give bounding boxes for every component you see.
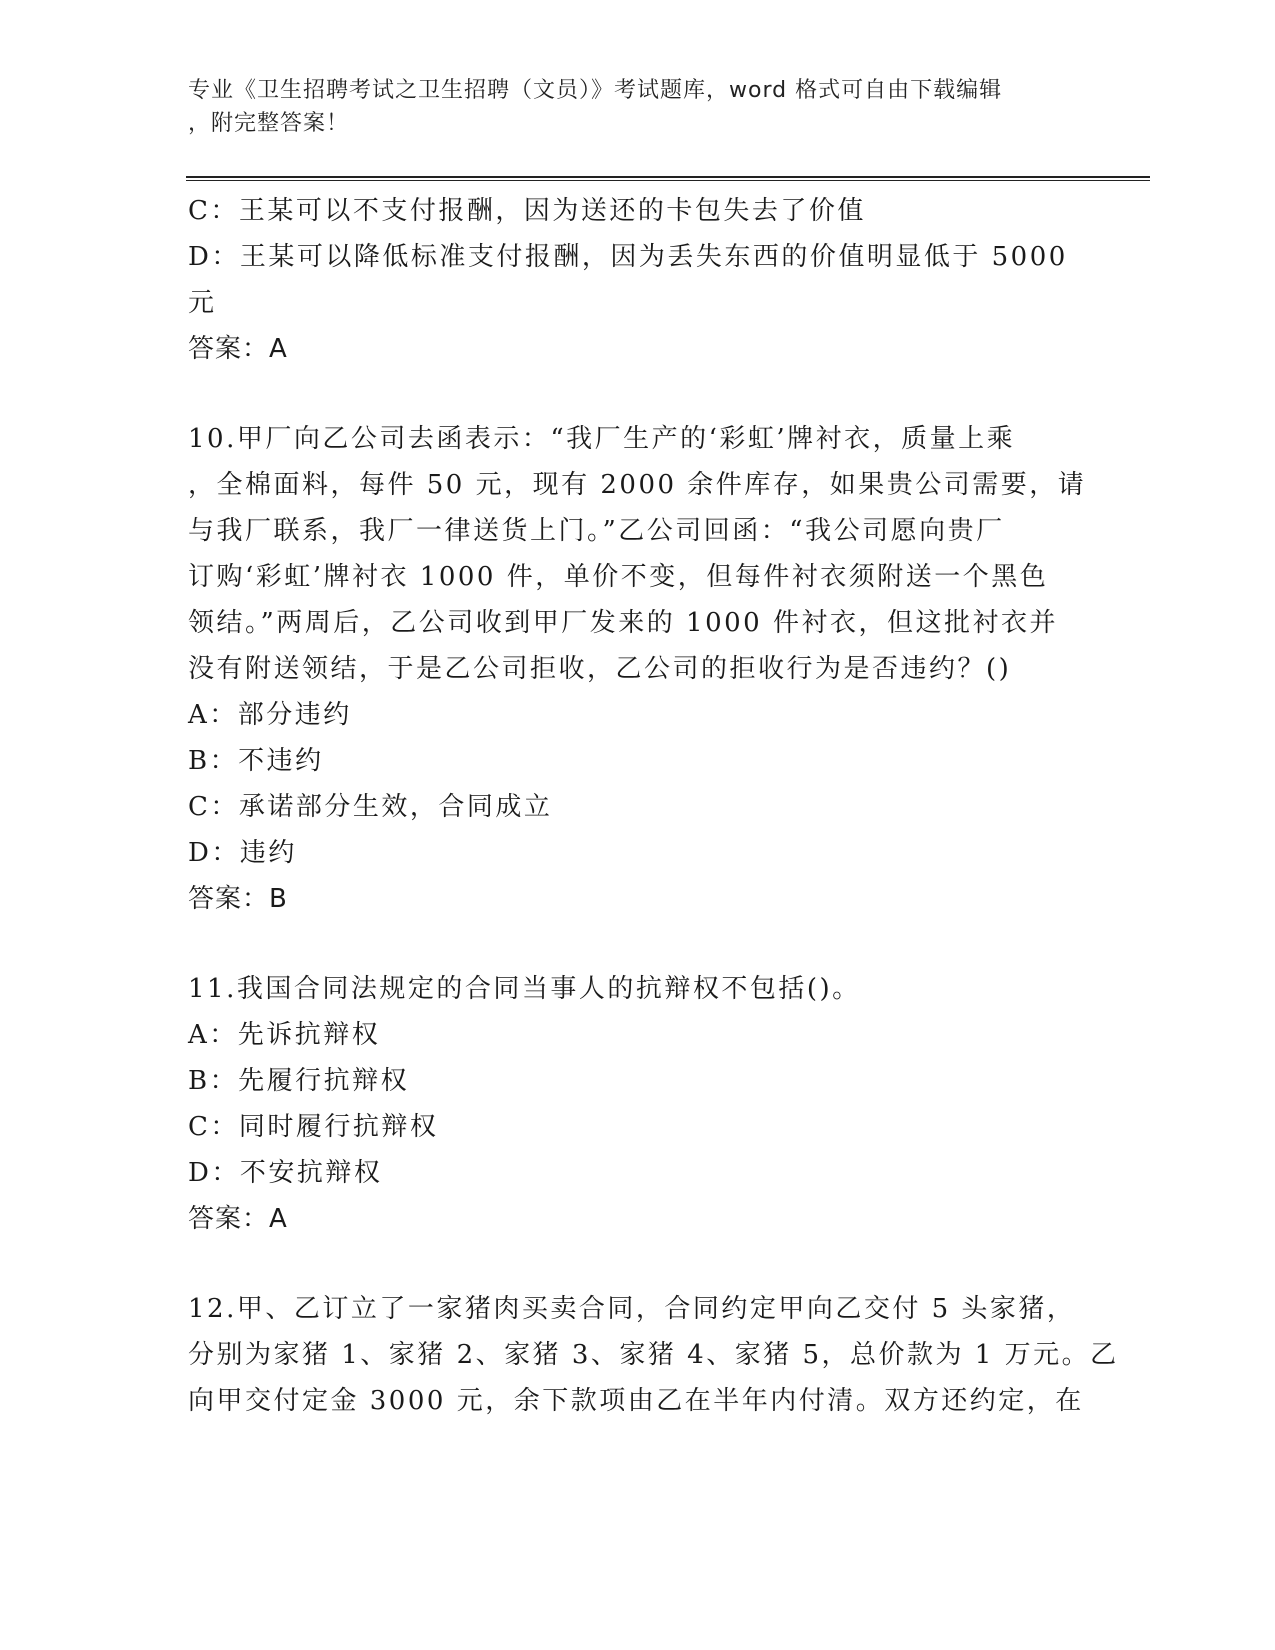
- spacer: [188, 1242, 1088, 1286]
- header-line-1: 专业《卫生招聘考试之卫生招聘（文员）》考试题库，word 格式可自由下载编辑: [188, 78, 1003, 103]
- q11-stem: 11.我国合同法规定的合同当事人的抗辩权不包括()。: [188, 974, 861, 1004]
- q12-stem-line-2: 分别为家猪 1、家猪 2、家猪 3、家猪 4、家猪 5，总价款为 1 万元。乙: [188, 1340, 1119, 1370]
- q11-answer: 答案：A: [188, 1204, 288, 1234]
- q10-stem-line-5: 领结。”两周后，乙公司收到甲厂发来的 1000 件衬衣，但这批衬衣并: [188, 608, 1058, 638]
- header-divider: [186, 176, 1150, 181]
- q12-stem-line-1: 12.甲、乙订立了一家猪肉买卖合同，合同约定甲向乙交付 5 头家猪，: [188, 1294, 1076, 1324]
- q10-option-a: A：部分违约: [188, 700, 352, 730]
- question-11: [188, 966, 1088, 1242]
- q11-option-b: B：先履行抗辩权: [188, 1066, 410, 1096]
- prev-option-d-line-1: D：王某可以降低标准支付报酬，因为丢失东西的价值明显低于 5000: [188, 242, 1068, 272]
- spacer: [188, 372, 1088, 416]
- question-10: [188, 416, 1088, 922]
- question-12: [188, 1286, 1119, 1424]
- prev-option-d-line-2: 元: [188, 288, 217, 318]
- spacer: [188, 922, 1088, 966]
- q11-option-d: D：不安抗辩权: [188, 1158, 383, 1188]
- header-line-2: ，附完整答案！: [188, 111, 350, 136]
- q12-stem-line-3: 向甲交付定金 3000 元，余下款项由乙在半年内付清。双方还约定，在: [188, 1386, 1084, 1416]
- q10-stem-line-1: 10.甲厂向乙公司去函表示：“我厂生产的‘彩虹’牌衬衣，质量上乘: [188, 424, 1016, 454]
- q10-stem-line-4: 订购‘彩虹’牌衬衣 1000 件，单价不变，但每件衬衣须附送一个黑色: [188, 562, 1049, 592]
- prev-option-c: C：王某可以不支付报酬，因为送还的卡包失去了价值: [188, 196, 866, 226]
- q10-stem-line-3: 与我厂联系，我厂一律送货上门。”乙公司回函：“我公司愿向贵厂: [188, 516, 1005, 546]
- q10-stem-line-6: 没有附送领结，于是乙公司拒收，乙公司的拒收行为是否违约？(): [188, 654, 1012, 684]
- prev-answer: 答案：A: [188, 334, 288, 364]
- q11-option-c: C：同时履行抗辩权: [188, 1112, 439, 1142]
- page-header: [188, 74, 1068, 140]
- q10-stem-line-2: ，全棉面料，每件 50 元，现有 2000 余件库存，如果贵公司需要，请: [188, 470, 1087, 500]
- q10-answer: 答案：B: [188, 884, 288, 914]
- q10-option-d: D：违约: [188, 838, 297, 868]
- q11-option-a: A：先诉抗辩权: [188, 1020, 381, 1050]
- q10-option-b: B：不违约: [188, 746, 324, 776]
- question-content: [188, 188, 1119, 1424]
- q10-option-c: C：承诺部分生效，合同成立: [188, 792, 553, 822]
